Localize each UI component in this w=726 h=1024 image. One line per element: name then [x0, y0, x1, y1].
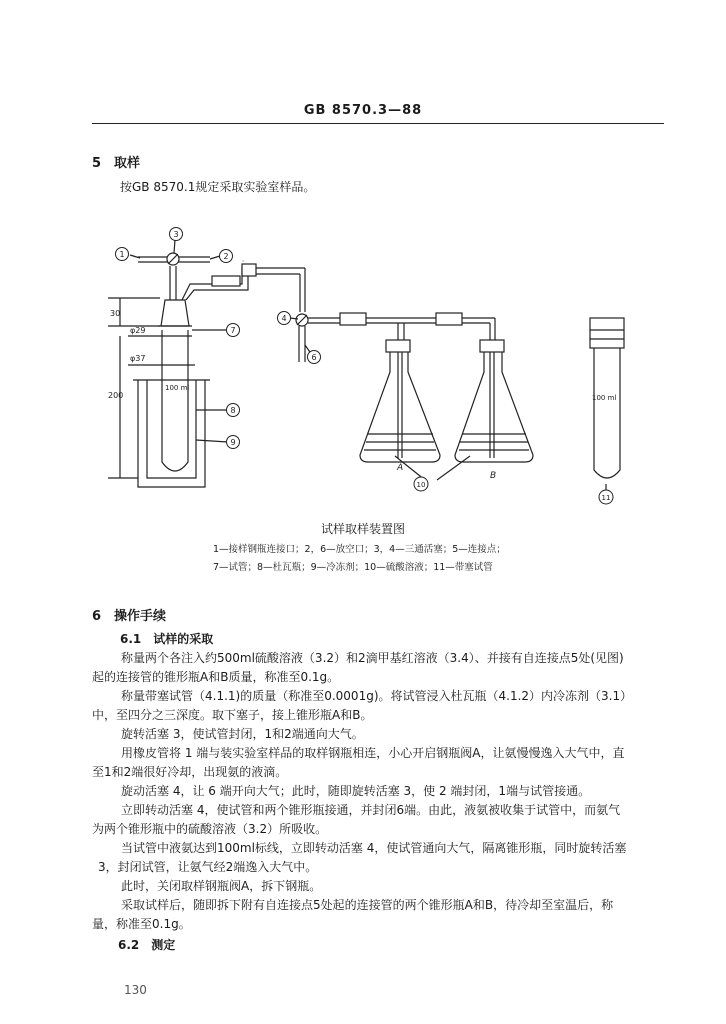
body-line: 起的连接管的锥形瓶A和B质量，称准至0.1g。 — [92, 670, 340, 684]
figure-legend-line-1: 1—接样钢瓶连接口；2，6—放空口；3，4—三通活塞；5—连接点； — [213, 544, 506, 555]
callout-4: 4 — [281, 314, 287, 323]
body-line: 量，称准至0.1g。 — [92, 917, 191, 931]
callout-1: 1 — [119, 250, 125, 259]
callout-10: 10 — [416, 481, 426, 489]
dim-30-label: 30 — [110, 309, 121, 318]
callout-11: 11 — [601, 494, 611, 502]
section-6-heading: 6 操作手续 — [92, 609, 167, 624]
body-line: 中，至四分之三深度。取下塞子，接上锥形瓶A和B。 — [92, 708, 373, 722]
body-line: 为两个锥形瓶中的硫酸溶液（3.2）所吸收。 — [92, 822, 328, 836]
callout-7: 7 — [230, 326, 236, 335]
body-line: 称量带塞试管（4.1.1)的质量（称准至0.0001g)。将试管浸入杜瓦瓶（4.1.2）内冷冻剂（3.1） — [121, 689, 633, 703]
subsection-6-2-heading: 6.2 测定 — [118, 938, 176, 952]
dim-phi37-label: φ37 — [130, 354, 146, 363]
callout-8: 8 — [230, 406, 236, 415]
body-line: 称量两个各注入约500ml硫酸溶液（3.2）和2滴甲基红溶液（3.4）、并接有自连接点5处(见图) — [121, 651, 624, 665]
body-line: 采取试样后，随即拆下附有自连接点5处起的连接管的两个锥形瓶A和B，待冷却至室温后，称 — [121, 898, 614, 912]
dim-200-label: 200 — [108, 391, 124, 400]
dim-phi29-label: φ29 — [130, 326, 146, 335]
body-line: 立即转动活塞 4，使试管和两个锥形瓶接通，并封闭6端。由此，液氨被收集于试管中，而氨气 — [121, 803, 621, 817]
flask-a-label: A — [397, 463, 404, 473]
section-5-body: 按GB 8570.1规定采取实验室样品。 — [120, 180, 316, 194]
subsection-6-1-heading: 6.1 试样的采取 — [120, 632, 214, 646]
callout-6: 6 — [311, 353, 317, 362]
section-5-heading: 5 取样 — [92, 156, 141, 171]
callout-9: 9 — [230, 438, 236, 447]
body-line: 当试管中液氨达到100ml标线，立即转动活塞 4，使试管通向大气，隔离锥形瓶，同时旋转活塞 — [121, 841, 627, 855]
callout-3: 3 — [173, 230, 179, 239]
tube-100ml-mark: 100 ml — [165, 384, 190, 392]
standard-number: GB 8570.3—88 — [303, 103, 423, 118]
body-line: 用橡皮管将 1 端与装实验室样品的取样钢瓶相连，小心开启钢瓶阀A，让氨慢慢逸入大气中，直 — [121, 746, 625, 760]
test-tube-100ml-mark: 100 ml — [592, 394, 617, 402]
figure-caption: 试样取样装置图 — [320, 522, 405, 536]
body-line: 此时，关闭取样钢瓶阀A，拆下钢瓶。 — [121, 879, 322, 893]
body-line: 至1和2端很好冷却，出现氨的液滴。 — [92, 765, 288, 779]
page-number: 130 — [124, 983, 147, 997]
flask-b-label: B — [490, 471, 497, 481]
callout-2: 2 — [223, 252, 229, 261]
body-line: 3，封闭试管，让氨气经2端逸入大气中。 — [98, 860, 318, 874]
figure-legend-line-2: 7—试管；8—杜瓦瓶；9—冷冻剂；10—硫酸溶液；11—带塞试管 — [213, 562, 493, 573]
body-line: 旋转活塞 3，使试管封闭，1和2端通向大气。 — [121, 727, 364, 741]
body-line: 旋动活塞 4，让 6 端开向大气；此时，随即旋转活塞 3，使 2 端封闭，1端与试管接通。 — [121, 784, 591, 798]
